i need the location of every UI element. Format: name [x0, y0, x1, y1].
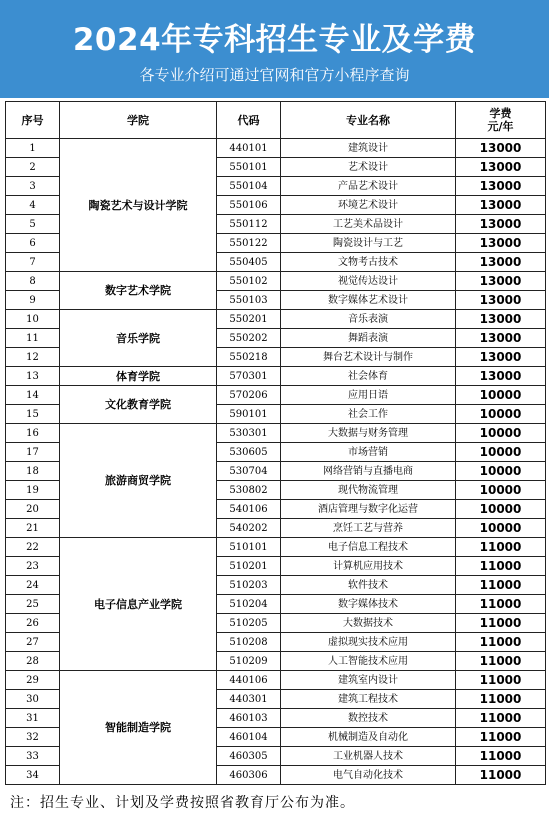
tuition-fee: 13000 [456, 196, 546, 215]
major-name: 社会体育 [281, 367, 456, 386]
row-index: 34 [6, 766, 60, 785]
tuition-fee: 13000 [456, 272, 546, 291]
row-index: 8 [6, 272, 60, 291]
major-name: 烹饪工艺与营养 [281, 519, 456, 538]
major-code: 510205 [217, 614, 281, 633]
row-index: 28 [6, 652, 60, 671]
college-cell: 文化教育学院 [60, 386, 217, 424]
tuition-fee: 11000 [456, 671, 546, 690]
major-code: 550103 [217, 291, 281, 310]
row-index: 29 [6, 671, 60, 690]
major-name: 网络营销与直播电商 [281, 462, 456, 481]
tuition-fee: 11000 [456, 557, 546, 576]
major-code: 460104 [217, 728, 281, 747]
major-code: 540202 [217, 519, 281, 538]
major-name: 数字媒体艺术设计 [281, 291, 456, 310]
row-index: 17 [6, 443, 60, 462]
row-index: 10 [6, 310, 60, 329]
header-fee [456, 102, 546, 139]
row-index: 3 [6, 177, 60, 196]
major-name: 陶瓷设计与工艺 [281, 234, 456, 253]
major-code: 550405 [217, 253, 281, 272]
major-code: 510101 [217, 538, 281, 557]
major-code: 440106 [217, 671, 281, 690]
major-name: 艺术设计 [281, 158, 456, 177]
tuition-fee: 10000 [456, 443, 546, 462]
major-name: 工业机器人技术 [281, 747, 456, 766]
major-name: 应用日语 [281, 386, 456, 405]
tuition-fee: 11000 [456, 709, 546, 728]
row-index: 20 [6, 500, 60, 519]
header-code: 代码 [217, 102, 281, 139]
major-name: 现代物流管理 [281, 481, 456, 500]
major-code: 510208 [217, 633, 281, 652]
table-row [6, 139, 546, 158]
major-code: 510209 [217, 652, 281, 671]
major-code: 550104 [217, 177, 281, 196]
major-name: 建筑设计 [281, 139, 456, 158]
college-cell: 音乐学院 [60, 310, 217, 367]
major-code: 550112 [217, 215, 281, 234]
major-code: 510203 [217, 576, 281, 595]
major-code: 460103 [217, 709, 281, 728]
tuition-fee: 10000 [456, 405, 546, 424]
table-row [6, 386, 546, 405]
college-cell: 旅游商贸学院 [60, 424, 217, 538]
tuition-fee: 13000 [456, 329, 546, 348]
major-code: 570301 [217, 367, 281, 386]
table-row [6, 272, 546, 291]
major-code: 550106 [217, 196, 281, 215]
major-name: 工艺美术品设计 [281, 215, 456, 234]
major-code: 570206 [217, 386, 281, 405]
major-name: 大数据技术 [281, 614, 456, 633]
fee-table [5, 101, 546, 785]
major-code: 440301 [217, 690, 281, 709]
major-name: 社会工作 [281, 405, 456, 424]
major-name: 大数据与财务管理 [281, 424, 456, 443]
table-header-row [6, 102, 546, 139]
tuition-fee: 11000 [456, 766, 546, 785]
major-name: 环境艺术设计 [281, 196, 456, 215]
row-index: 1 [6, 139, 60, 158]
row-index: 22 [6, 538, 60, 557]
table-row [6, 538, 546, 557]
tuition-fee: 10000 [456, 386, 546, 405]
major-name: 视觉传达设计 [281, 272, 456, 291]
major-name: 电气自动化技术 [281, 766, 456, 785]
row-index: 9 [6, 291, 60, 310]
major-code: 530802 [217, 481, 281, 500]
row-index: 21 [6, 519, 60, 538]
tuition-fee: 13000 [456, 310, 546, 329]
table-body [6, 139, 546, 785]
tuition-fee: 11000 [456, 595, 546, 614]
major-name: 酒店管理与数字化运营 [281, 500, 456, 519]
table-row [6, 671, 546, 690]
tuition-fee: 11000 [456, 576, 546, 595]
row-index: 33 [6, 747, 60, 766]
table-row [6, 310, 546, 329]
major-name: 建筑工程技术 [281, 690, 456, 709]
major-code: 530301 [217, 424, 281, 443]
row-index: 19 [6, 481, 60, 500]
major-code: 540106 [217, 500, 281, 519]
header-college: 学院 [60, 102, 217, 139]
tuition-fee: 13000 [456, 234, 546, 253]
row-index: 2 [6, 158, 60, 177]
major-code: 460305 [217, 747, 281, 766]
row-index: 13 [6, 367, 60, 386]
tuition-fee: 13000 [456, 177, 546, 196]
header-fee-line2: 元/年 [487, 120, 514, 133]
row-index: 30 [6, 690, 60, 709]
row-index: 31 [6, 709, 60, 728]
major-name: 软件技术 [281, 576, 456, 595]
table-row [6, 424, 546, 443]
major-code: 550202 [217, 329, 281, 348]
college-cell: 数字艺术学院 [60, 272, 217, 310]
header-banner [0, 0, 549, 98]
tuition-fee: 11000 [456, 728, 546, 747]
major-code: 550218 [217, 348, 281, 367]
major-name: 电子信息工程技术 [281, 538, 456, 557]
tuition-fee: 10000 [456, 462, 546, 481]
tuition-fee: 13000 [456, 291, 546, 310]
tuition-fee: 13000 [456, 253, 546, 272]
page-title: 2024年专科招生专业及学费 [72, 22, 477, 58]
major-code: 550102 [217, 272, 281, 291]
row-index: 27 [6, 633, 60, 652]
tuition-fee: 11000 [456, 690, 546, 709]
college-cell: 体育学院 [60, 367, 217, 386]
row-index: 12 [6, 348, 60, 367]
major-name: 市场营销 [281, 443, 456, 462]
row-index: 4 [6, 196, 60, 215]
tuition-fee: 10000 [456, 481, 546, 500]
major-code: 550122 [217, 234, 281, 253]
header-major: 专业名称 [281, 102, 456, 139]
college-cell: 陶瓷艺术与设计学院 [60, 139, 217, 272]
tuition-fee: 13000 [456, 215, 546, 234]
row-index: 5 [6, 215, 60, 234]
row-index: 6 [6, 234, 60, 253]
tuition-fee: 10000 [456, 500, 546, 519]
major-code: 530605 [217, 443, 281, 462]
major-name: 人工智能技术应用 [281, 652, 456, 671]
header-fee-line1: 学费 [489, 107, 512, 120]
major-code: 440101 [217, 139, 281, 158]
major-code: 530704 [217, 462, 281, 481]
header-index: 序号 [6, 102, 60, 139]
row-index: 26 [6, 614, 60, 633]
major-name: 产品艺术设计 [281, 177, 456, 196]
row-index: 15 [6, 405, 60, 424]
tuition-fee: 11000 [456, 633, 546, 652]
tuition-fee: 11000 [456, 614, 546, 633]
row-index: 16 [6, 424, 60, 443]
tuition-fee: 13000 [456, 139, 546, 158]
tuition-fee: 11000 [456, 747, 546, 766]
major-code: 510201 [217, 557, 281, 576]
college-cell: 智能制造学院 [60, 671, 217, 785]
footer-note: 注：招生专业、计划及学费按照省教育厅公布为准。 [10, 795, 355, 811]
row-index: 25 [6, 595, 60, 614]
major-name: 虚拟现实技术应用 [281, 633, 456, 652]
tuition-fee: 13000 [456, 158, 546, 177]
row-index: 32 [6, 728, 60, 747]
row-index: 14 [6, 386, 60, 405]
major-name: 计算机应用技术 [281, 557, 456, 576]
row-index: 24 [6, 576, 60, 595]
college-cell: 电子信息产业学院 [60, 538, 217, 671]
page-subtitle: 各专业介绍可通过官网和官方小程序查询 [139, 66, 410, 84]
tuition-fee: 11000 [456, 652, 546, 671]
major-name: 数字媒体技术 [281, 595, 456, 614]
row-index: 23 [6, 557, 60, 576]
table-row [6, 367, 546, 386]
tuition-fee: 11000 [456, 538, 546, 557]
major-code: 510204 [217, 595, 281, 614]
major-name: 舞蹈表演 [281, 329, 456, 348]
major-name: 机械制造及自动化 [281, 728, 456, 747]
major-name: 文物考古技术 [281, 253, 456, 272]
tuition-fee: 10000 [456, 424, 546, 443]
major-code: 460306 [217, 766, 281, 785]
major-name: 建筑室内设计 [281, 671, 456, 690]
tuition-fee: 13000 [456, 367, 546, 386]
major-code: 590101 [217, 405, 281, 424]
row-index: 7 [6, 253, 60, 272]
major-name: 舞台艺术设计与制作 [281, 348, 456, 367]
major-code: 550201 [217, 310, 281, 329]
tuition-fee: 10000 [456, 519, 546, 538]
tuition-fee: 13000 [456, 348, 546, 367]
major-code: 550101 [217, 158, 281, 177]
major-name: 音乐表演 [281, 310, 456, 329]
row-index: 18 [6, 462, 60, 481]
major-name: 数控技术 [281, 709, 456, 728]
row-index: 11 [6, 329, 60, 348]
